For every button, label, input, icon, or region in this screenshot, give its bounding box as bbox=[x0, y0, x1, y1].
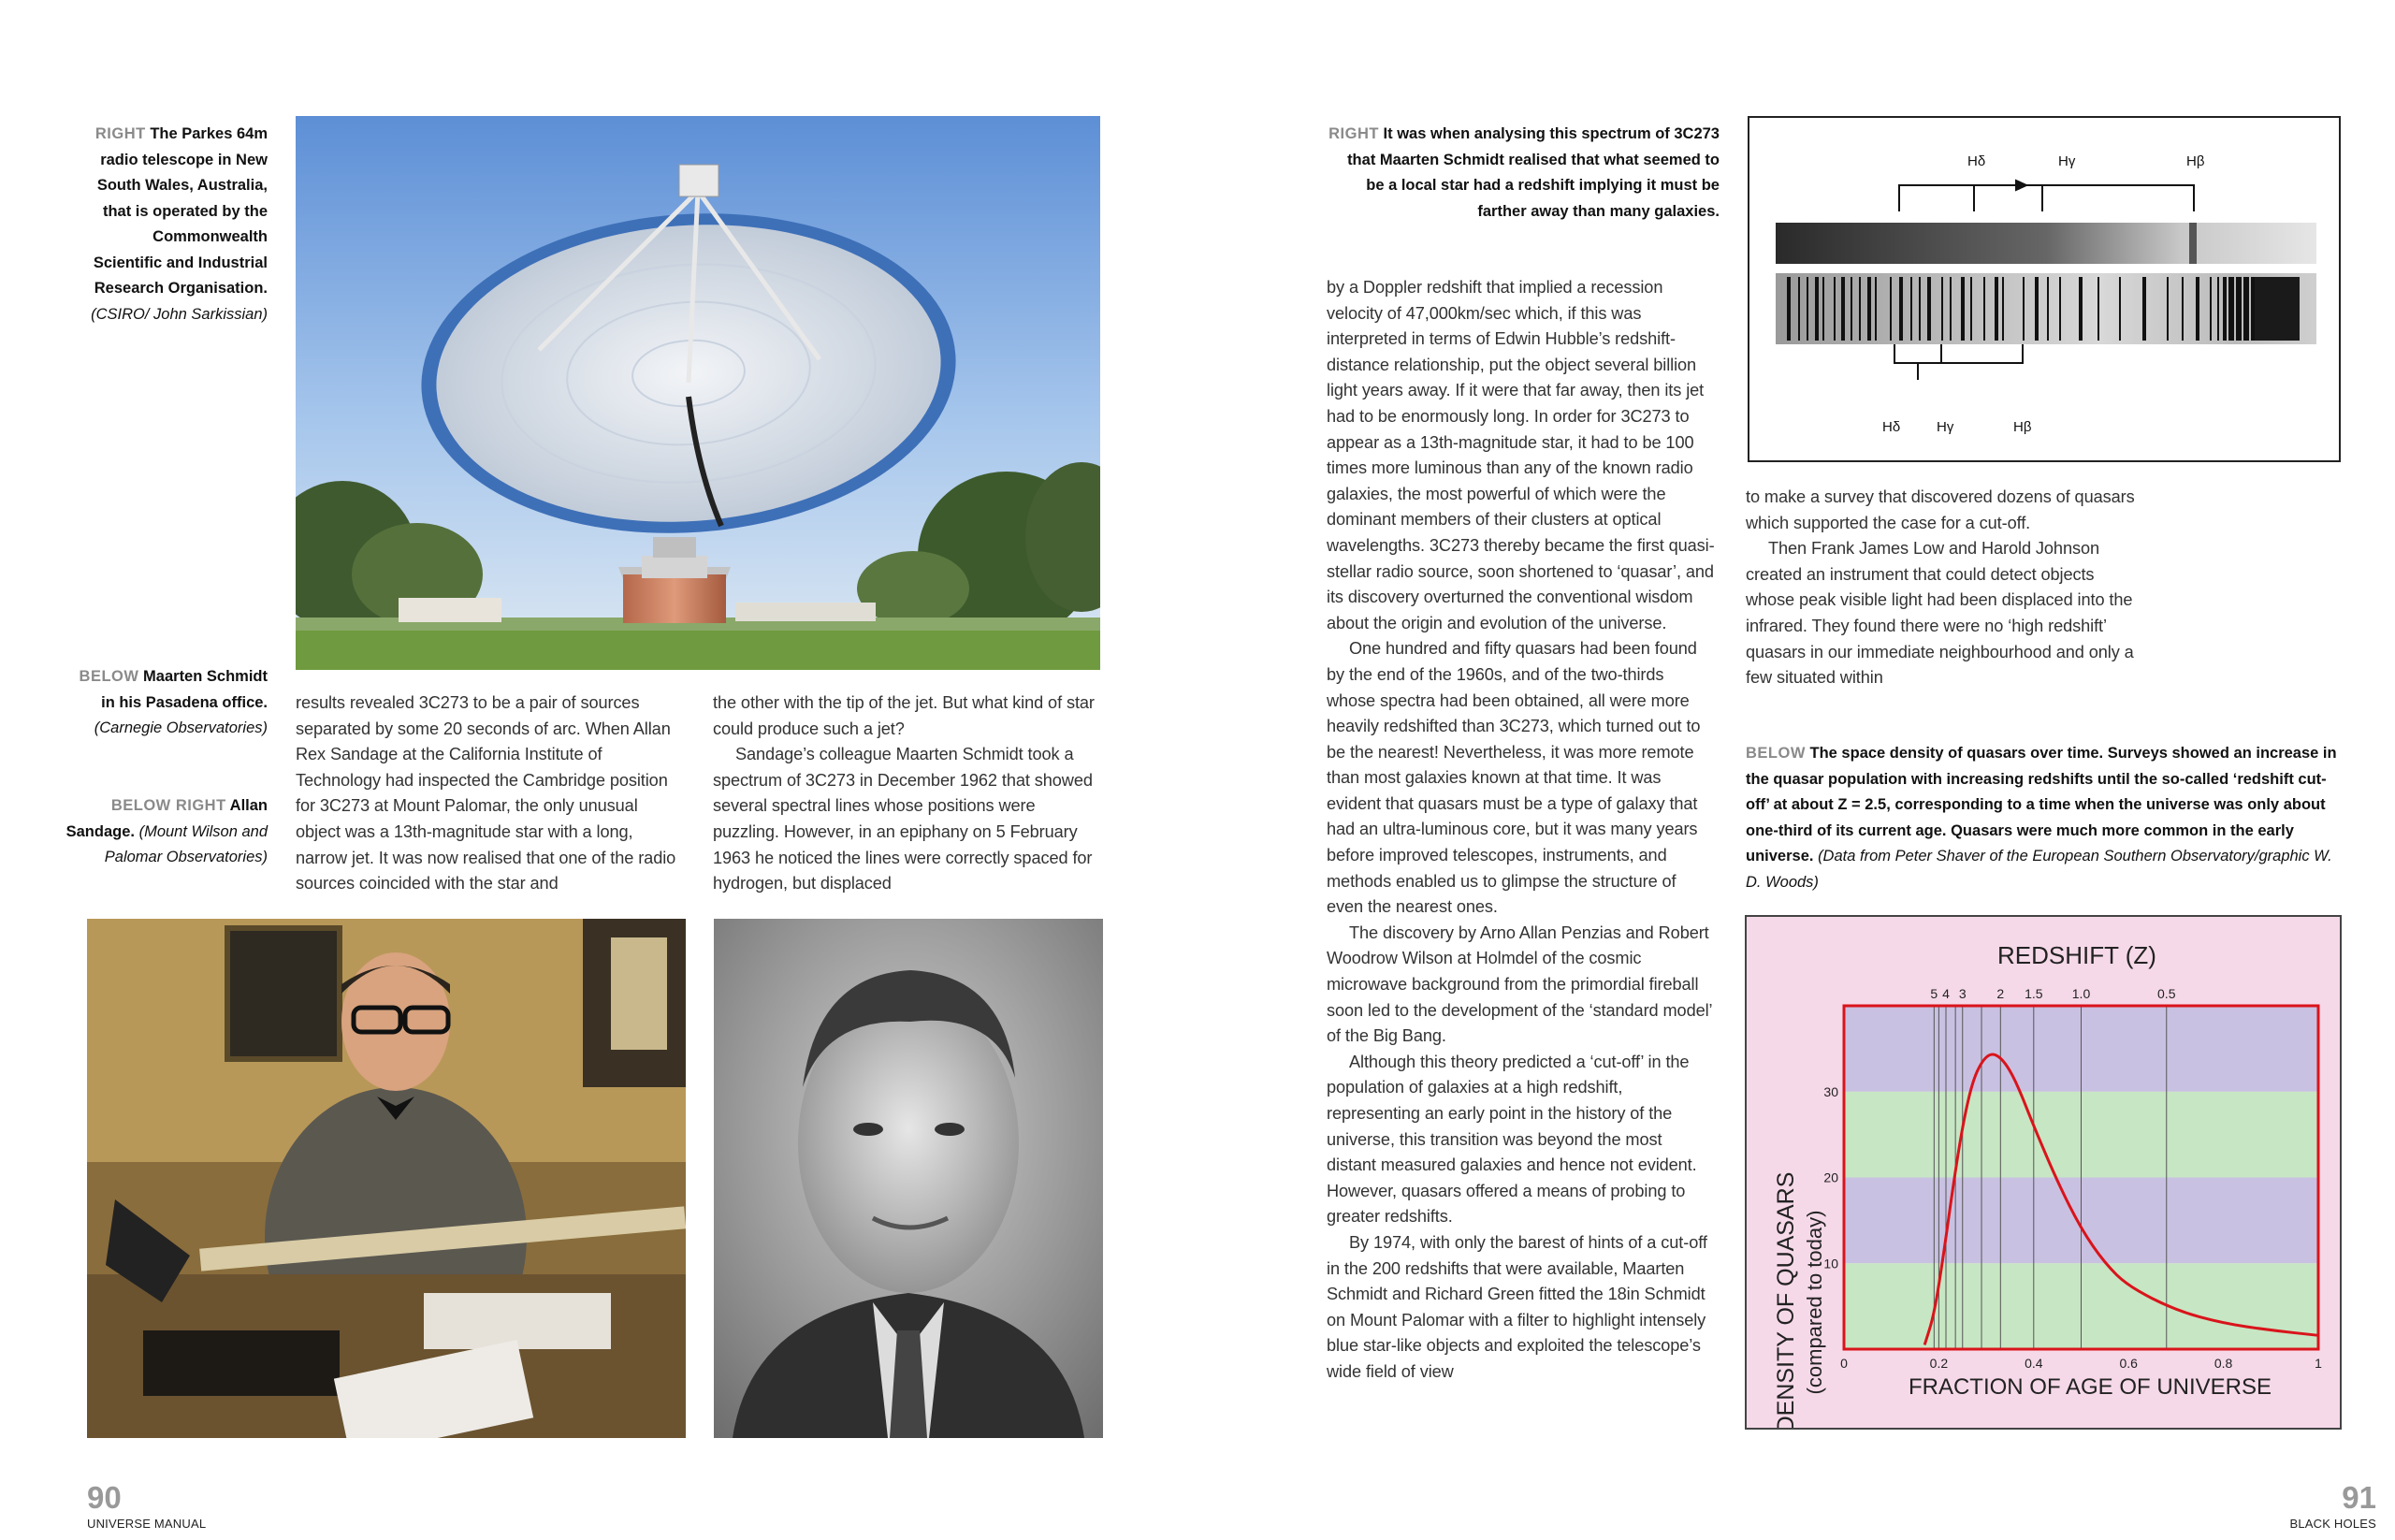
spectrum-line bbox=[1983, 277, 1985, 341]
redshift-tick-label: 5 bbox=[1930, 986, 1938, 1001]
spectrum-dark-band bbox=[2255, 277, 2300, 341]
spectrum-line bbox=[1941, 277, 1943, 341]
x-tick-label: 0.8 bbox=[2214, 1356, 2233, 1371]
running-head: BLACK HOLES bbox=[2289, 1517, 2376, 1531]
page-number: 91 bbox=[2342, 1480, 2376, 1515]
spectrum-label: Hβ bbox=[2013, 419, 2032, 435]
spectrum-line bbox=[1859, 277, 1861, 341]
spectrum-line bbox=[1807, 277, 1808, 341]
paragraph: By 1974, with only the barest of hints of a cut-off in the 200 redshifts that were available, Maarten Schmidt and Richard Green fitted the 18in Schmidt on Mount Palomar with a filter to highlight intensely blue star-like objects and exploited the telescope’s wide field of view bbox=[1327, 1232, 1707, 1381]
spectrum-line bbox=[1867, 277, 1871, 341]
spectrum-line bbox=[2079, 277, 2083, 341]
spectrum-line bbox=[2217, 277, 2219, 341]
caption-spectrum bbox=[1327, 122, 1720, 225]
spectrum-line bbox=[2223, 277, 2227, 341]
spectrum-label: Hγ bbox=[1937, 419, 1954, 435]
caption-label: BELOW bbox=[79, 668, 139, 685]
spectrum-line bbox=[1851, 277, 1852, 341]
chart-y-label-2: (compared to today) bbox=[1803, 1210, 1826, 1395]
y-tick-label: 20 bbox=[1823, 1170, 1838, 1185]
paragraph: Then Frank James Low and Harold Johnson created an instrument that could detect objects whose peak visible light had been displaced into the infrared. They found there were no ‘high redshift’ quasars in our immediate neighbourhood and only a few situated within bbox=[1746, 539, 2134, 688]
spectrum-strip-bottom bbox=[1776, 273, 2316, 344]
redshift-tick-label: 2 bbox=[1996, 986, 2005, 1001]
spectrum-line bbox=[2002, 277, 2004, 341]
x-tick-label: 1 bbox=[2315, 1356, 2322, 1371]
redshift-tick-label: 3 bbox=[1958, 986, 1967, 1001]
caption-credit: (Mount Wilson and Palomar Observatories) bbox=[104, 822, 268, 865]
sandage-portrait bbox=[714, 919, 1103, 1438]
spectrum-figure bbox=[1748, 116, 2341, 462]
spectrum-line bbox=[2196, 277, 2199, 341]
spectrum-label: Hγ bbox=[2058, 153, 2076, 169]
spectrum-line bbox=[2119, 277, 2121, 341]
spectrum-label: Hδ bbox=[1967, 153, 1986, 169]
redshift-tick-label: 1.5 bbox=[2025, 986, 2043, 1001]
body-column-1 bbox=[296, 690, 687, 897]
body-column-3 bbox=[1327, 275, 1716, 1386]
spectrum-line bbox=[1919, 277, 1921, 341]
bottom-bracket bbox=[1894, 344, 2023, 380]
caption-label: BELOW bbox=[1746, 745, 1806, 762]
spectrum-line bbox=[1950, 277, 1952, 341]
paragraph: the other with the tip of the jet. But what kind of star could produce such a jet? bbox=[713, 693, 1095, 738]
caption-text: It was when analysing this spectrum of 3C273 that Maarten Schmidt realised that what seemed to be a local star had a redshift implying it must be farther away than many galaxies. bbox=[1347, 125, 1720, 220]
caption-sandage bbox=[65, 793, 268, 871]
paragraph: The discovery by Arno Allan Penzias and Robert Woodrow Wilson at Holmdel of the cosmic microwave background from the primordial fireball soon led to the development of the ‘standard model’ of the Big Bang. bbox=[1327, 923, 1712, 1046]
quasar-density-chart bbox=[1745, 915, 2342, 1430]
caption-label: BELOW RIGHT bbox=[110, 797, 226, 814]
caption-chart bbox=[1746, 741, 2344, 895]
spectrum-line bbox=[2097, 277, 2099, 341]
paragraph: One hundred and fifty quasars had been found by the end of the 1960s, and of the two-thirds whose spectra had been obtained, all were more heavily redshifted than 3C273, which turned out to be the nearest! Nevertheless, it was more remote than most galaxies known at that time. It was evident that quasars must be a type of galaxy that had an ultra-luminous core, but it was many years before improved telescopes, instruments, and methods enabled us to glimpse the structure of even the nearest ones. bbox=[1327, 639, 1701, 917]
spectrum-line bbox=[2142, 277, 2146, 341]
spectrum-line bbox=[1899, 277, 1903, 341]
x-tick-label: 0.4 bbox=[2025, 1356, 2043, 1371]
spectrum-line bbox=[2210, 277, 2212, 341]
caption-text: Maarten Schmidt in his Pasadena office. bbox=[101, 668, 268, 711]
redshift-tick-label: 4 bbox=[1942, 986, 1950, 1001]
redshift-tick-label: 0.5 bbox=[2157, 986, 2176, 1001]
spectrum-label: Hδ bbox=[1882, 419, 1901, 435]
body-column-4 bbox=[1746, 485, 2135, 691]
caption-label: RIGHT bbox=[94, 125, 146, 142]
spectrum-line bbox=[1961, 277, 1965, 341]
spectrum-line bbox=[2059, 277, 2061, 341]
spectrum-line bbox=[1815, 277, 1819, 341]
spectrum-line bbox=[2236, 277, 2242, 341]
spectrum-line bbox=[2243, 277, 2249, 341]
paragraph: Sandage’s colleague Maarten Schmidt took a spectrum of 3C273 in December 1962 that showed several spectral lines whose positions were puzzling. However, in an epiphany on 5 February 1963 he noticed the lines were correctly spaced for hydrogen, but displaced bbox=[713, 745, 1093, 893]
chart-y-label: DENSITY OF QUASARS bbox=[1773, 1171, 1799, 1428]
y-tick-label: 30 bbox=[1823, 1083, 1838, 1099]
spectrum-line bbox=[2035, 277, 2039, 341]
caption-credit: (CSIRO/ John Sarkissian) bbox=[91, 305, 268, 323]
spectrum-line bbox=[1910, 277, 1912, 341]
caption-credit: (Data from Peter Shaver of the European Southern Observatory/graphic W. D. Woods) bbox=[1746, 848, 2332, 891]
spectrum-line bbox=[2023, 277, 2025, 341]
spectrum-line bbox=[1834, 277, 1836, 341]
spectrum-line bbox=[1890, 277, 1892, 341]
page-number: 90 bbox=[87, 1480, 122, 1515]
paragraph: results revealed 3C273 to be a pair of sources separated by some 20 seconds of arc. When Allan Rex Sandage at the California Institute of Technology had inspected the Cambridge position for 3C273 at Mount Palomar, the only unusual object was a 13th-magnitude star with a long, narrow jet. It was now realised that one of the radio sources coincided with the star and bbox=[296, 693, 676, 893]
chart-title: REDSHIFT (Z) bbox=[1997, 941, 2156, 969]
x-tick-label: 0 bbox=[1840, 1356, 1848, 1371]
chart-x-label: FRACTION OF AGE OF UNIVERSE bbox=[1908, 1374, 2272, 1400]
spectrum-line bbox=[1822, 277, 1824, 341]
spectrum-line bbox=[1841, 277, 1845, 341]
spectrum-line bbox=[1787, 277, 1791, 341]
running-head: UNIVERSE MANUAL bbox=[87, 1517, 207, 1531]
caption-text: The Parkes 64m radio telescope in New South Wales, Australia, that is operated by the Commonwealth Scientific and Industrial Research Organisation. bbox=[93, 125, 268, 297]
schmidt-office-photo bbox=[87, 919, 686, 1438]
spectrum-line bbox=[2047, 277, 2049, 341]
caption-schmidt bbox=[65, 664, 268, 742]
caption-credit: (Carnegie Observatories) bbox=[94, 719, 268, 736]
spectrum-line bbox=[2182, 277, 2184, 341]
spectrum-line bbox=[1995, 277, 1998, 341]
x-tick-label: 0.6 bbox=[2119, 1356, 2138, 1371]
paragraph: to make a survey that discovered dozens of quasars which supported the case for a cut-off. bbox=[1746, 487, 2135, 532]
spectrum-strip-top bbox=[1776, 223, 2316, 264]
x-tick-label: 0.2 bbox=[1929, 1356, 1949, 1371]
spectrum-label: Hβ bbox=[2186, 153, 2205, 169]
spectrum-line bbox=[2228, 277, 2234, 341]
caption-text: The space density of quasars over time. Surveys showed an increase in the quasar population with increasing redshifts until the so-called ‘redshift cut-off’ at about Z = 2.5, corresponding to a time when the universe was only about one-third of its current age. Quasars were much more common in the early universe. bbox=[1746, 745, 2337, 864]
spectrum-line bbox=[1927, 277, 1931, 341]
spectrum-line bbox=[1875, 277, 1877, 341]
caption-telescope bbox=[84, 122, 268, 327]
spectrum-line bbox=[1970, 277, 1972, 341]
y-tick-label: 10 bbox=[1823, 1256, 1838, 1271]
telescope-photo bbox=[296, 116, 1100, 670]
spectrum-line bbox=[1798, 277, 1800, 341]
caption-label: RIGHT bbox=[1328, 125, 1379, 142]
paragraph: by a Doppler redshift that implied a recession velocity of 47,000km/sec which, if this was interpreted in terms of Edwin Hubble’s redshift-distance relationship, put the object several billion light years away. If it were that far away, then its jet had to be enormously long. In order for 3C273 to appear as a 13th-magnitude star, it had to be 100 times more luminous than any of the known radio galaxies, the most powerful of which were the dominant members of their clusters at optical wavelengths. 3C273 thereby became the first quasi-stellar radio source, soon shortened to ‘quasar’, and its discovery overturned the conventional wisdom about the origin and evolution of the universe. bbox=[1327, 278, 1715, 632]
redshift-tick-label: 1.0 bbox=[2071, 986, 2091, 1001]
spectrum-line bbox=[2167, 277, 2169, 341]
body-column-2 bbox=[713, 690, 1106, 897]
caption-text: Allan Sandage. bbox=[65, 797, 268, 840]
paragraph: Although this theory predicted a ‘cut-off’ in the population of galaxies at a high redshift, representing an early point in the history of the universe, this transition was beyond the most distant measured galaxies and hence not evident. However, quasars offered a means of probing to greater redshifts. bbox=[1327, 1052, 1697, 1227]
top-bracket bbox=[1899, 181, 2194, 211]
